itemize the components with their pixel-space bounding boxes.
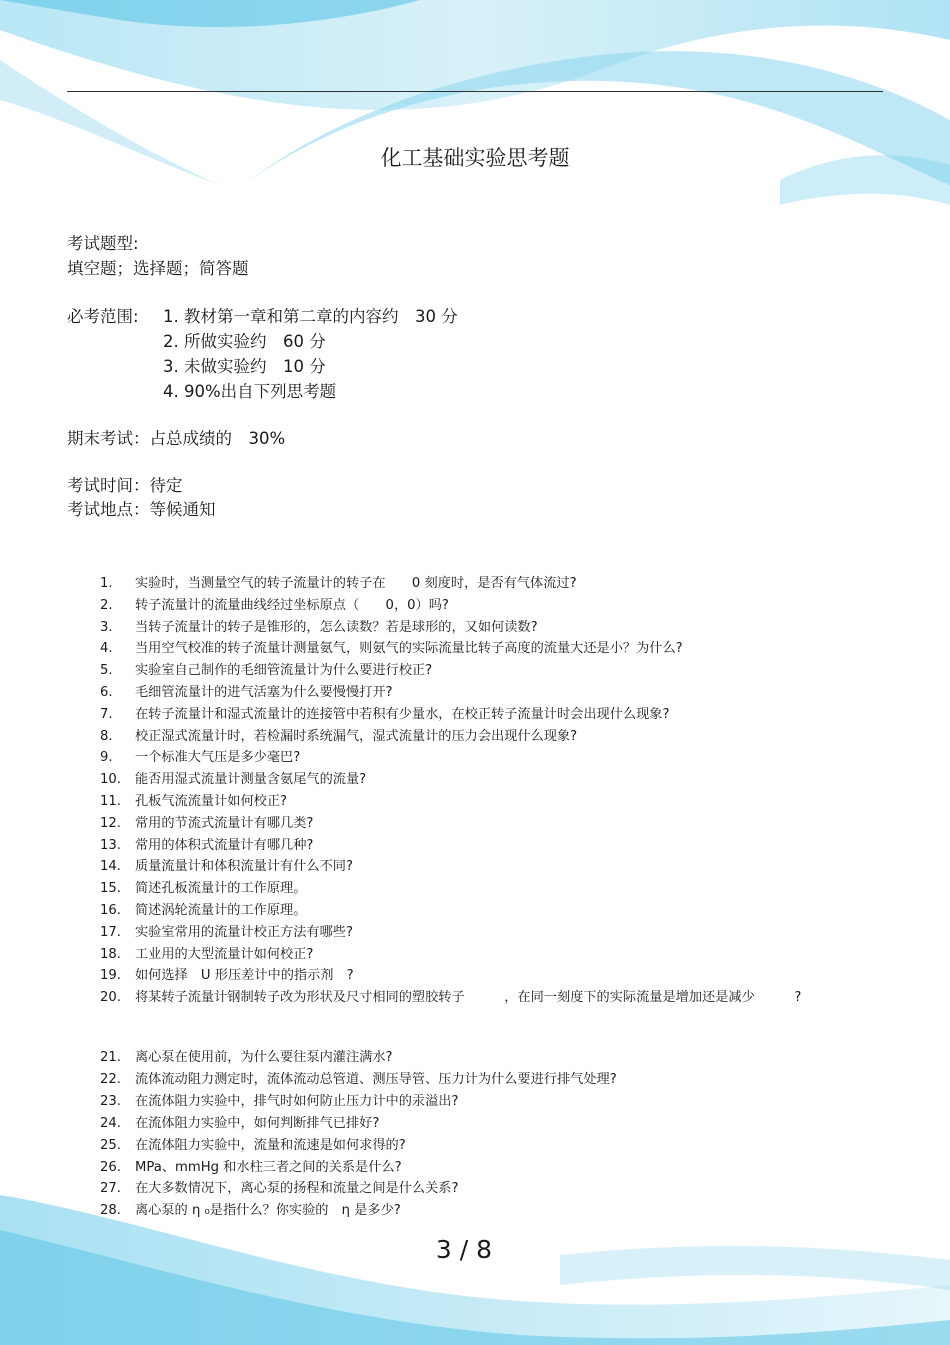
question-text: 一个标准大气压是多少毫巴?: [135, 750, 301, 766]
question-text: 质量流量计和体积流量计有什么不同?: [135, 859, 353, 875]
question-text: 常用的体积式流量计有哪几种?: [135, 837, 314, 853]
question-text: 毛细管流量计的进气活塞为什么要慢慢打开?: [135, 685, 393, 700]
question-text: 将某转子流量计钢制转子改为形状及尺寸相同的塑胶转子 ，在同一刻度下的实际流量是增加还是减少 ?: [135, 990, 802, 1006]
question-text: 如何选择 U 形压差计中的指示剂 ?: [135, 968, 354, 984]
question-number: 17.: [100, 924, 121, 940]
question-number: 22.: [100, 1071, 121, 1087]
question-number: 12.: [100, 815, 121, 831]
scope-item-1: 1. 教材第一章和第二章的内容约 30 分: [163, 307, 458, 326]
question-number: 4.: [100, 641, 113, 657]
question-text: 实验室自己制作的毛细管流量计为什么要进行校正?: [135, 663, 433, 679]
question-number: 23.: [100, 1093, 121, 1109]
question-text: 在大多数情况下，离心泵的扬程和流量之间是什么关系?: [135, 1181, 459, 1197]
question-number: 24.: [100, 1115, 121, 1131]
question-text: 简述涡轮流量计的工作原理。: [135, 903, 307, 918]
question-text: 在流体阻力实验中，流量和流速是如何求得的?: [135, 1137, 406, 1153]
question-text: 孔板气流流量计如何校正?: [135, 794, 288, 809]
question-text: 能否用湿式流量计测量含氨尾气的流量?: [135, 772, 367, 788]
question-text: 离心泵的 η ₀是指什么？你实验的 η 是多少?: [135, 1203, 401, 1219]
exam-place: 考试地点：等候通知: [67, 500, 216, 519]
question-text: 转子流量计的流量曲线经过坐标原点（ 0，0）吗?: [135, 597, 449, 613]
question-text: 离心泵在使用前，为什么要往泵内灌注满水?: [135, 1050, 393, 1065]
question-number: 1.: [100, 576, 113, 591]
question-text: 在转子流量计和湿式流量计的连接管中若积有少量水，在校正转子流量计时会出现什么现象?: [135, 706, 670, 722]
question-text: 简述孔板流量计的工作原理。: [135, 881, 307, 897]
question-number: 21.: [100, 1050, 121, 1065]
scope-item-3: 3. 未做实验约 10 分: [163, 357, 326, 376]
question-text: 在流体阻力实验中，如何判断排气已排好?: [135, 1115, 380, 1131]
question-number: 13.: [100, 837, 121, 853]
question-number: 9.: [100, 750, 113, 766]
final-exam-weight: 期末考试：占总成绩的 30%: [67, 429, 286, 448]
exam-type-value: 填空题；选择题；简答题: [67, 259, 249, 278]
question-number: 6.: [100, 685, 113, 700]
question-number: 11.: [100, 794, 121, 809]
question-text: 当用空气校准的转子流量计测量氨气，则氨气的实际流量比转子高度的流量大还是小？为什么?: [135, 641, 683, 657]
question-text: 实验时，当测量空气的转子流量计的转子在 0 刻度时，是否有气体流过?: [135, 576, 577, 591]
exam-scope-label: 必考范围:: [67, 307, 139, 326]
exam-type-label: 考试题型:: [67, 234, 139, 253]
question-number: 14.: [100, 859, 121, 875]
question-number: 7.: [100, 706, 113, 722]
question-number: 28.: [100, 1203, 121, 1219]
question-text: MPa、mmHg 和水柱三者之间的关系是什么?: [135, 1159, 402, 1175]
question-number: 20.: [100, 990, 121, 1006]
page-number: 3 / 8: [435, 1235, 493, 1264]
question-number: 26.: [100, 1159, 121, 1175]
question-number: 25.: [100, 1137, 121, 1153]
question-number: 27.: [100, 1181, 121, 1197]
exam-time: 考试时间：待定: [67, 476, 183, 495]
question-number: 2.: [100, 597, 113, 613]
question-text: 校正湿式流量计时，若检漏时系统漏气，湿式流量计的压力会出现什么现象?: [135, 728, 578, 744]
scope-item-2: 2. 所做实验约 60 分: [163, 332, 326, 351]
question-text: 流体流动阻力测定时，流体流动总管道、测压导管、压力计为什么要进行排气处理?: [135, 1071, 617, 1087]
question-number: 16.: [100, 903, 121, 918]
question-text: 工业用的大型流量计如何校正?: [135, 946, 314, 962]
question-number: 5.: [100, 663, 113, 679]
question-text: 当转子流量计的转子是锥形的，怎么读数？若是球形的，又如何读数?: [135, 619, 538, 635]
question-number: 10.: [100, 772, 121, 788]
question-number: 8.: [100, 728, 113, 744]
question-text: 实验室常用的流量计校正方法有哪些?: [135, 924, 353, 940]
question-number: 15.: [100, 881, 121, 897]
scope-item-4: 4. 90%出自下列思考题: [163, 382, 337, 401]
question-text: 在流体阻力实验中，排气时如何防止压力计中的汞溢出?: [135, 1093, 459, 1109]
question-number: 3.: [100, 619, 113, 635]
question-number: 19.: [100, 968, 121, 984]
page-title: 化工基础实验思考题: [380, 146, 570, 170]
header-rule: [67, 91, 883, 92]
question-number: 18.: [100, 946, 121, 962]
question-text: 常用的节流式流量计有哪几类?: [135, 815, 314, 831]
